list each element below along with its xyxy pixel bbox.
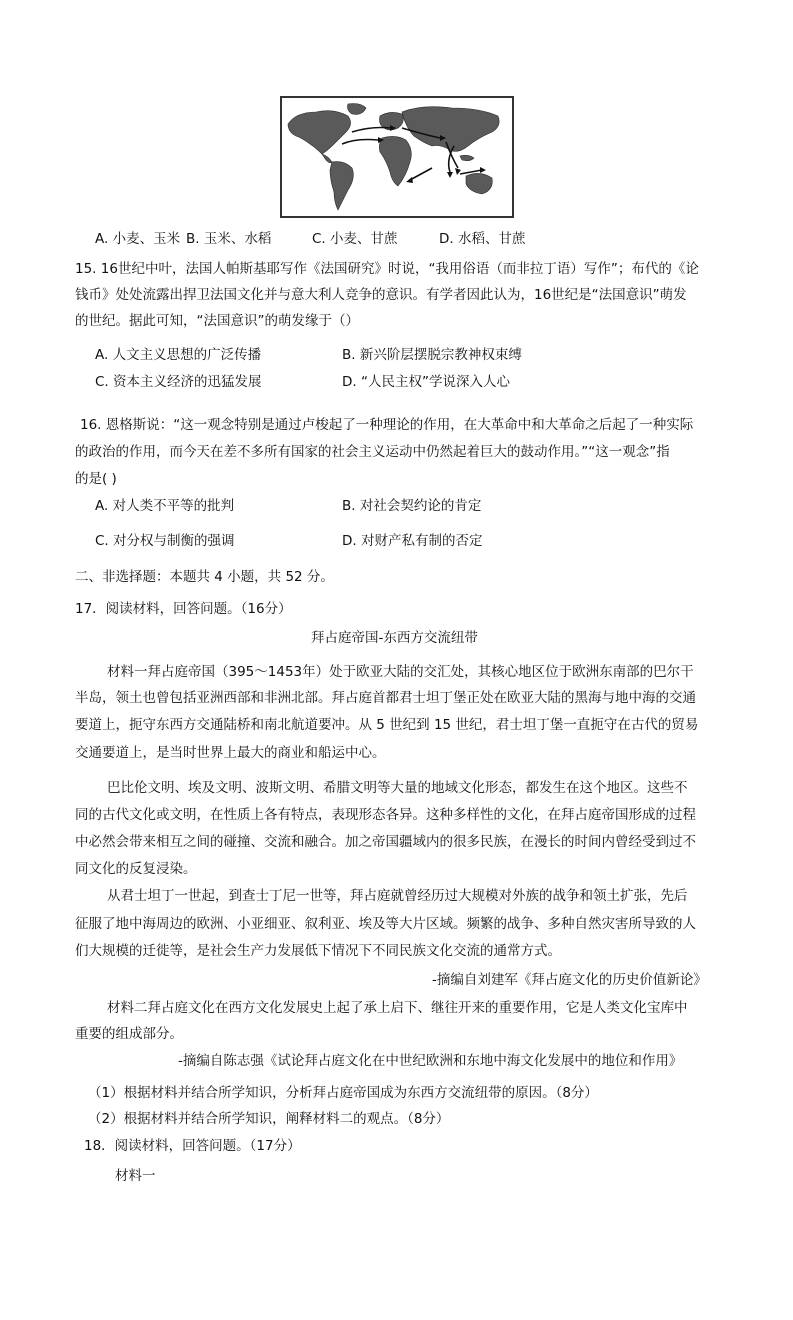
q18-heading: 18．阅读材料，回答问题。（17分） (84, 1138, 301, 1154)
q17-subquestion-1: （1）根据材料并结合所学知识，分析拜占庭帝国成为东西方交流纽带的原因。（8分） (88, 1085, 598, 1101)
q14-option-a: A. 小麦、玉米 (95, 231, 181, 247)
q16-option-b: B. 对社会契约论的肯定 (342, 498, 482, 514)
q15-stem-line-1: 15. 16世纪中叶，法国人帕斯基耶写作《法国研究》时说，“我用俗语（而非拉丁语）写作”；布代的《论 (75, 261, 699, 277)
world-map-illustration (282, 98, 512, 216)
q17-material1-line-2: 半岛，领土也曾包括亚洲西部和非洲北部。拜占庭首都君士坦丁堡正处在欧亚大陆的黑海与地中海的交通 (75, 690, 696, 706)
q15-option-b: B. 新兴阶层摆脱宗教神权束缚 (342, 347, 522, 363)
q16-stem-line-1: 16. 恩格斯说：“这一观念特别是通过卢梭起了一种理论的作用，在大革命中和大革命之后起了一种实际 (80, 417, 694, 433)
q16-stem-line-3: 的是( ) (75, 471, 117, 487)
q17-source-1: -摘编自刘建军《拜占庭文化的历史价值新论》 (432, 972, 707, 988)
world-map-figure (280, 96, 514, 218)
q17-material1-line-3: 要道上，扼守东西方交通陆桥和南北航道要冲。从 5 世纪到 15 世纪，君士坦丁堡一直扼守在古代的贸易 (75, 717, 699, 733)
q17-material-title: 拜占庭帝国-东西方交流纽带 (311, 630, 478, 646)
q15-option-d: D. “人民主权”学说深入人心 (342, 374, 510, 390)
q16-stem-line-2: 的政治的作用，而今天在差不多所有国家的社会主义运动中仍然起着巨大的鼓动作用。”“这一观念”指 (75, 444, 670, 460)
q18-material-label: 材料一 (115, 1168, 156, 1184)
q17-source-2: -摘编自陈志强《试论拜占庭文化在中世纪欧洲和东地中海文化发展中的地位和作用》 (178, 1053, 683, 1069)
q17-paragraph2-line-1: 巴比伦文明、埃及文明、波斯文明、希腊文明等大量的地域文化形态，都发生在这个地区。这些不 (107, 780, 688, 796)
q17-material2-line-1: 材料二拜占庭文化在西方文化发展史上起了承上启下、继往开来的重要作用，它是人类文化宝库中 (107, 1000, 688, 1016)
q15-option-c: C. 资本主义经济的迅猛发展 (95, 374, 262, 390)
q15-stem-line-3: 的世纪。据此可知，“法国意识”的萌发缘于（） (75, 313, 359, 329)
q14-option-d: D. 水稻、甘蔗 (439, 231, 526, 247)
section-heading: 二、非选择题：本题共 4 小题，共 52 分。 (75, 569, 334, 585)
q17-material2-line-2: 重要的组成部分。 (75, 1026, 183, 1042)
q14-option-c: C. 小麦、甘蔗 (312, 231, 398, 247)
q17-material1-line-1: 材料一拜占庭帝国（395～1453年）处于欧亚大陆的交汇处，其核心地区位于欧洲东南部的巴尔干 (107, 664, 694, 680)
q17-paragraph2-line-2: 同的古代文化或文明，在性质上各有特点，表现形态各异。这种多样性的文化，在拜占庭帝国形成的过程 (75, 807, 696, 823)
q17-paragraph3-line-1: 从君士坦丁一世起，到查士丁尼一世等，拜占庭就曾经历过大规模对外族的战争和领土扩张，先后 (107, 888, 688, 904)
q14-option-b: B. 玉米、水稻 (186, 231, 272, 247)
q16-option-a: A. 对人类不平等的批判 (95, 498, 235, 514)
q16-option-c: C. 对分权与制衡的强调 (95, 533, 235, 549)
q15-stem-line-2: 钱币》处处流露出捍卫法国文化并与意大利人竞争的意识。有学者因此认为，16世纪是“法国意识”萌发 (75, 287, 687, 303)
q15-option-a: A. 人文主义思想的广泛传播 (95, 347, 262, 363)
q17-material1-line-4: 交通要道上，是当时世界上最大的商业和船运中心。 (75, 745, 386, 761)
q17-subquestion-2: （2）根据材料并结合所学知识，阐释材料二的观点。（8分） (88, 1111, 450, 1127)
q17-heading: 17．阅读材料，回答问题。（16分） (75, 601, 292, 617)
q17-paragraph3-line-2: 征服了地中海周边的欧洲、小亚细亚、叙利亚、埃及等大片区域。频繁的战争、多种自然灾害所导致的人 (75, 916, 696, 932)
q17-paragraph3-line-3: 们大规模的迁徙等，是社会生产力发展低下情况下不同民族文化交流的通常方式。 (75, 943, 561, 959)
q16-option-d: D. 对财产私有制的否定 (342, 533, 483, 549)
q17-paragraph2-line-3: 中必然会带来相互之间的碰撞、交流和融合。加之帝国疆域内的很多民族，在漫长的时间内曾经受到过不 (75, 834, 696, 850)
q17-paragraph2-line-4: 同文化的反复浸染。 (75, 861, 197, 877)
